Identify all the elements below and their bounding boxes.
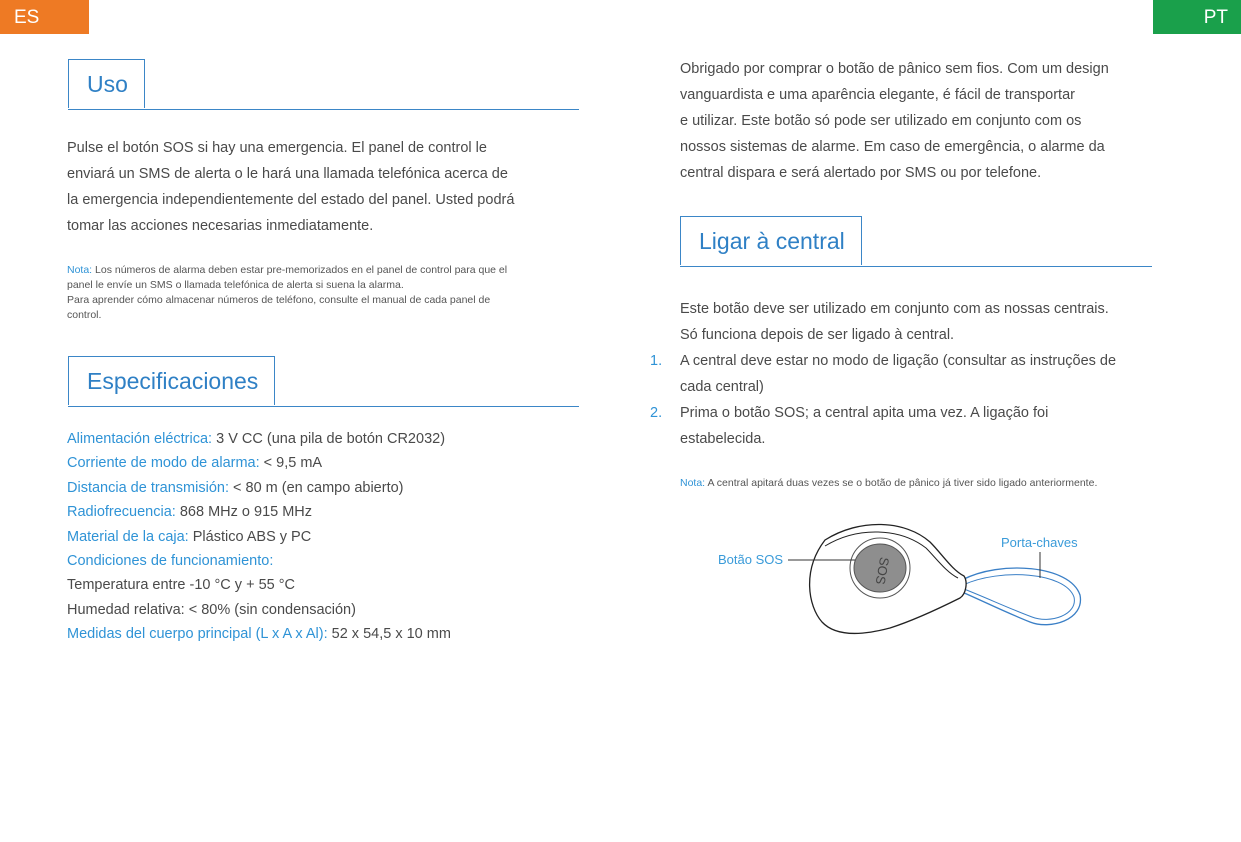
sos-text: SOS — [872, 555, 893, 586]
pt-intro — [680, 56, 1160, 186]
spec-label: Condiciones de funcionamiento: — [67, 553, 274, 570]
ligar-note — [680, 476, 1160, 491]
pt-intro-line: vanguardista e uma aparência elegante, é fácil de transportar — [680, 87, 1075, 103]
uso-note — [67, 263, 587, 323]
language-tab-pt — [1153, 0, 1241, 34]
step-line: cada central) — [680, 379, 764, 395]
spec-value: Temperatura entre -10 °C y + 55 °C — [67, 577, 295, 594]
pt-intro-line: Obrigado por comprar o botão de pânico sem fios. Com um design — [680, 61, 1109, 77]
section-title-specs: Especificaciones — [68, 356, 275, 405]
section-title-ligar: Ligar à central — [680, 216, 862, 265]
callout-label-button: Botão SOS — [718, 552, 784, 567]
callout-label-keychain: Porta-chaves — [1001, 535, 1078, 550]
spec-value: < 9,5 mA — [259, 455, 323, 472]
spec-label: Alimentación eléctrica: — [67, 431, 213, 447]
uso-line: tomar las acciones necesarias inmediatamente. — [67, 218, 374, 234]
pt-intro-line: central dispara e será alertado por SMS ou por telefone. — [680, 165, 1042, 181]
spec-value: Humedad relativa: < 80% (sin condensación) — [67, 601, 356, 618]
uso-body — [67, 135, 587, 239]
spec-label: Radiofrecuencia: — [67, 504, 176, 521]
step-number: 1. — [650, 353, 663, 369]
ligar-line: Só funciona depois de ser ligado à central. — [680, 327, 955, 343]
spec-label: Material de la caja: — [67, 528, 189, 545]
pt-intro-line: e utilizar. Este botão só pode ser utilizado em conjunto com os — [680, 113, 1082, 129]
ligar-line: Este botão deve ser utilizado em conjunto com as nossas centrais. — [680, 301, 1109, 317]
note-label: Nota: — [680, 477, 706, 489]
note-text: A central apitará duas vezes se o botão de pânico já tiver sido ligado anteriormente. — [707, 477, 1098, 489]
pt-intro-line: nossos sistemas de alarme. Em caso de emergência, o alarme da — [680, 139, 1105, 155]
spec-item — [67, 573, 587, 597]
spec-item — [67, 598, 587, 622]
spec-item — [67, 622, 587, 646]
spec-item — [67, 525, 587, 549]
spec-value: < 80 m (en campo abierto) — [229, 479, 404, 496]
uso-line: la emergencia independientemente del estado del panel. Usted podrá — [67, 192, 515, 208]
ligar-body — [650, 296, 1160, 452]
note-line: Los números de alarma deben estar pre-memorizados en el panel de control para que el — [95, 264, 508, 276]
note-line: Para aprender cómo almacenar números de teléfono, consulte el manual de cada panel de — [67, 294, 491, 306]
note-line: panel le envíe un SMS o llamada telefónica de alerta si suena la alarma. — [67, 279, 404, 291]
tab-pt-label: PT — [1203, 7, 1228, 28]
spec-label: Distancia de transmisión: — [67, 479, 229, 496]
spec-item — [67, 476, 587, 500]
step-line: A central deve estar no modo de ligação (consultar as instruções de — [680, 353, 1117, 369]
spec-label: Medidas del cuerpo principal (L x A x Al): — [67, 626, 328, 643]
spec-item — [67, 451, 587, 475]
spec-value: 3 V CC (una pila de botón CR2032) — [212, 431, 446, 447]
specs-list — [67, 427, 587, 647]
spec-value: 868 MHz o 915 MHz — [175, 504, 313, 521]
section-header-uso — [68, 59, 579, 110]
uso-line: enviará un SMS de alerta o le hará una llamada telefónica acerca de — [67, 166, 508, 182]
spec-item — [67, 427, 587, 451]
step-item — [650, 348, 1160, 400]
spec-value: 52 x 54,5 x 10 mm — [327, 626, 451, 643]
tab-es-label: ES — [14, 7, 40, 28]
step-number: 2. — [650, 405, 663, 421]
spec-value: Plástico ABS y PC — [188, 528, 312, 545]
note-line: control. — [67, 309, 102, 321]
section-title-uso: Uso — [68, 59, 145, 108]
language-tab-es — [0, 0, 89, 34]
step-item — [650, 400, 1160, 452]
panic-button-diagram — [700, 510, 1100, 650]
step-line: Prima o botão SOS; a central apita uma vez. A ligação foi — [680, 405, 1049, 421]
spec-item — [67, 500, 587, 524]
spec-item — [67, 549, 587, 573]
uso-line: Pulse el botón SOS si hay una emergencia. El panel de control le — [67, 140, 487, 156]
spec-label: Corriente de modo de alarma: — [67, 455, 260, 472]
section-header-specs — [68, 356, 579, 407]
note-label: Nota: — [67, 264, 93, 276]
step-line: estabelecida. — [680, 431, 766, 447]
keychain-loop-inner — [963, 575, 1074, 620]
section-header-ligar — [680, 216, 1152, 267]
